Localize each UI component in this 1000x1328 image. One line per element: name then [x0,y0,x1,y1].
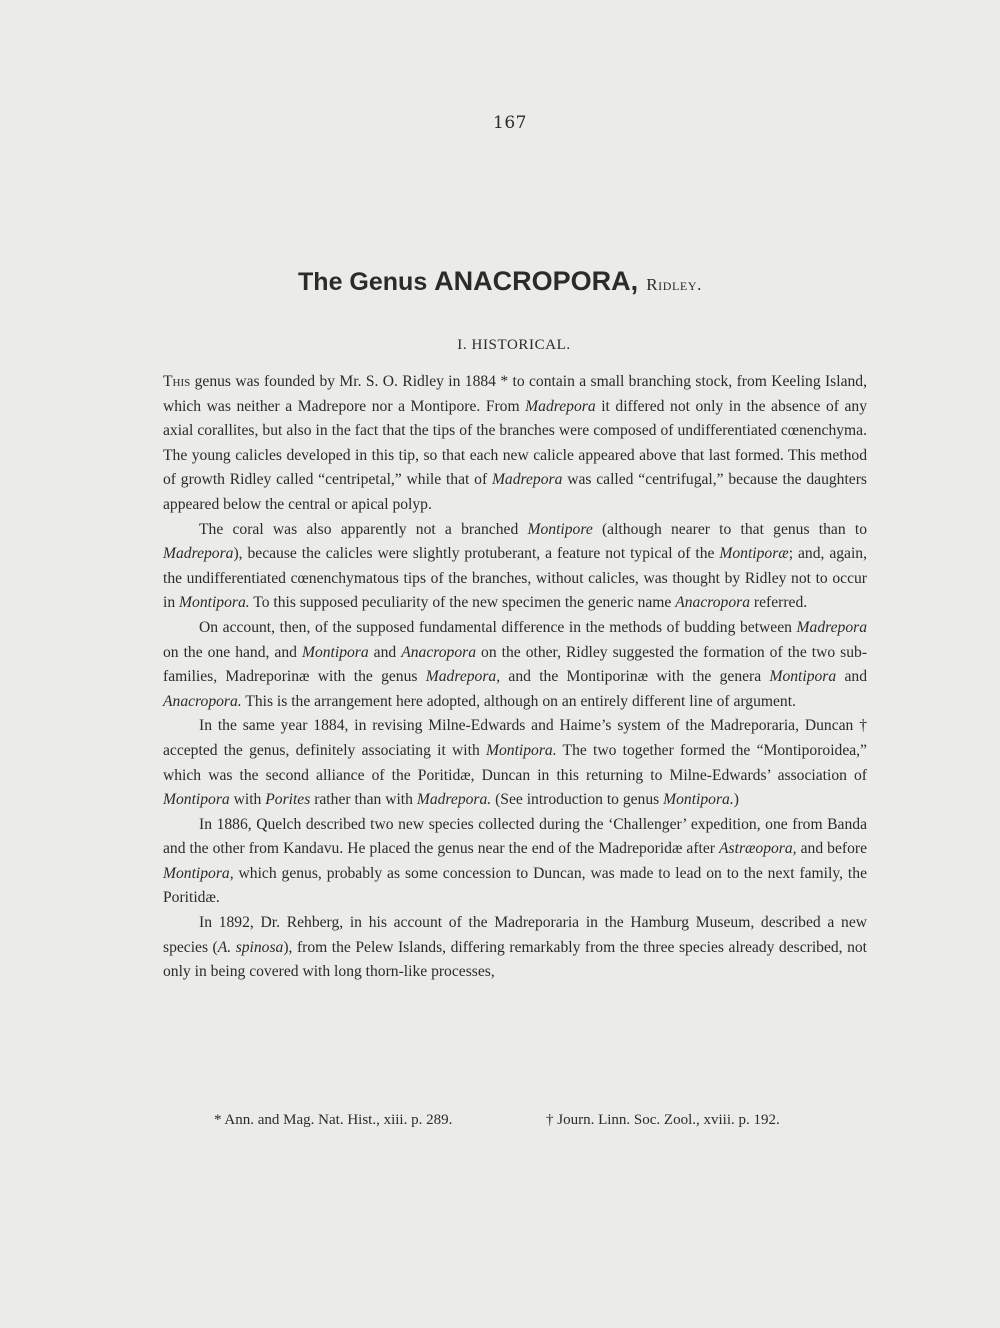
body-text [163,370,867,985]
footnote-1: * Ann. and Mag. Nat. Hist., xiii. p. 289. [214,1112,453,1128]
paragraph-text: To this supposed peculiarity of the new specimen the generic name [249,594,676,612]
italic-term: Montiporæ [719,545,789,563]
small-caps-text: This [163,373,191,390]
paragraph-text: referred. [750,594,808,612]
italic-term: Montipora. [485,741,557,759]
paragraph-text: In 1892, Dr. Rehberg, in his account of the Madreporaria in the Hamburg Museum, described a new species ( [163,914,867,956]
paragraph [163,714,867,812]
paragraph [163,616,867,714]
title-author: Ridley. [646,275,702,294]
paragraph-text: (although nearer to that genus than to [592,520,867,538]
section-heading: I. HISTORICAL. [457,337,571,353]
italic-term: Madrepora. [416,791,492,809]
italic-term: Montipora [301,643,369,661]
paragraph-text: rather than with [310,791,417,809]
italic-term: Montipora [769,668,837,686]
paragraph [163,911,867,985]
paragraph-text: ), because the calicles were slightly protuberant, a feature not typical of the [233,545,720,563]
paragraph-text: on the other, Ridley suggested the formation of the two sub-families, Madreporinæ with the genus [163,643,868,686]
paragraph [163,370,867,518]
italic-term: Anacropora [675,594,751,612]
italic-term: Madrepora [525,397,596,415]
paragraph-text: it differed not only in the absence of any axial corallites, but also in the fact that the tips of the branches were composed of undifferentiated cœnenchyma. The young calicles developed in this tip, so that each new calicle appeared above that last formed. This method of growth Ridley called “centripetal,” while that of [163,397,868,489]
italic-term: Madrepora, [425,668,501,686]
italic-term: Madrepora [796,618,867,636]
footnote-2: † Journ. Linn. Soc. Zool., xviii. p. 192. [546,1112,780,1128]
italic-term: Montipora, [163,864,234,882]
paragraph-text: On account, then, of the supposed fundamental difference in the methods of budding between [199,618,797,636]
paragraph-text: and before [796,840,867,858]
paragraph-text: and [836,668,867,686]
italic-term: Montipora. [179,594,250,612]
italic-term: Montipore [527,520,593,538]
paragraph-text: and [368,643,402,661]
paragraph-text: In 1886, Quelch described two new species collected during the ‘Challenger’ expedition, one from Banda and the other from Kandavu. He placed the genus near the end of the Madreporidæ after [163,815,867,858]
paragraph-text: which genus, probably as some concession to Duncan, was made to lead on to the next family, the Poritidæ. [163,864,867,907]
italic-term: Madrepora [491,471,563,489]
title-genus: ANACROPORA, [434,266,639,296]
paragraph-text: with [229,791,266,809]
paragraph-text: (See introduction to genus [491,791,664,809]
paragraph-text: This is the arrangement here adopted, although on an entirely different line of argument. [241,692,796,710]
italic-term: Porites [265,791,311,809]
paragraph-text: The coral was also apparently not a branched [199,520,528,538]
paragraph-text: The two together formed the “Montiporoidea,” which was the second alliance of the Poritidæ, Duncan in this returning to Milne-Edwards’ association of [163,741,867,784]
paragraph-text: on the one hand, and [163,643,302,661]
italic-term: Montipora [163,791,230,809]
italic-term: Anacropora. [163,692,242,710]
italic-term: Madrepora [163,545,234,563]
paragraph [163,813,867,911]
paragraph-text: was called “centrifugal,” because the daughters appeared below the central or apical polyp. [163,471,867,513]
paragraph-text: In the same year 1884, in revising Milne-Edwards and Haime’s system of the Madreporaria, Duncan † accepted the genus, definitely associating it with [163,717,867,759]
paragraph-text: genus was founded by Mr. S. O. Ridley in 1884 * to contain a small branching stock, from Keeling Island, which was neither a Madrepore nor a Montipore. From [163,373,867,415]
title-prefix: The Genus [298,268,435,296]
italic-term: A. spinosa [217,938,284,956]
paragraph-text: and the Montiporinæ with the genera [500,668,770,686]
paragraph-text: ), from the Pelew Islands, differing remarkably from the three species already described, not only in being covered with long thorn-like processes, [163,938,868,981]
paragraph-text: ) [733,791,739,809]
paragraph-text: ; and, again, the undifferentiated cœnenchymatous tips of the branches, without calicles, was thought by Ridley not to occur in [163,545,867,612]
italic-term: Montipora. [663,791,734,809]
article-title [0,266,1000,297]
page-number: 167 [493,113,527,133]
italic-term: Astræopora, [719,840,797,858]
paragraph [163,518,867,616]
italic-term: Anacropora [401,643,477,661]
